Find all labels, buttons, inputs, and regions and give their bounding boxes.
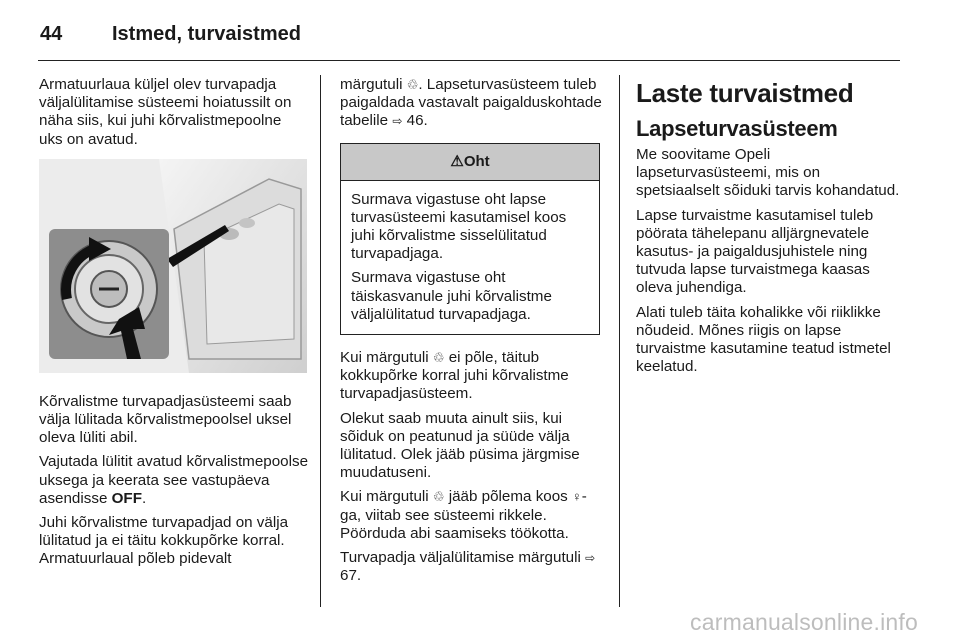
- text: -ga, viitab see süsteemi rikkele. Pöörduda abi saamiseks töökotta.: [340, 488, 587, 542]
- header-rule: [38, 60, 900, 61]
- warning-title: Oht: [463, 152, 490, 170]
- text: ei põle, täitub kokkupõrke korral juhi kõrvalistme turvapadjasüsteem.: [340, 349, 569, 403]
- text: 67.: [340, 567, 362, 585]
- text: .: [141, 489, 147, 507]
- warning-text: Surmava vigastuse oht täiskasvanule juhi kõrvalistme väljalülitatud turvapadjaga.: [351, 269, 552, 323]
- column-divider: [619, 75, 620, 607]
- paragraph: [39, 453, 309, 508]
- text: . Lapseturvasüsteem tuleb paigaldada vastavalt paigalduskohtade tabelile: [340, 76, 602, 130]
- page-header: [40, 14, 301, 54]
- paragraph: Armatuurlaua küljel olev turvapadja väljalülitamise süsteemi hoiatussilt on näha siis, kui juhi kõrvalistmepoolne uks on avatud.: [39, 76, 292, 148]
- paragraph: Juhi kõrvalistme turvapadjad on välja lülitatud ja ei täitu kokkupõrke korral. Armatuurlaual põleb pidevalt: [39, 514, 289, 568]
- paragraph: Alati tuleb täita kohalikke või riiklikke nõudeid. Mõnes riigis on lapse turvaistme kasutamine teatud istmetel keelatud.: [636, 303, 891, 376]
- column-1: [39, 76, 309, 575]
- paragraph: [340, 76, 602, 131]
- subsection-heading: Lapseturvasüsteem: [636, 116, 838, 141]
- warning-triangle-icon: ⚠: [450, 152, 464, 170]
- text: Turvapadja väljalülitamise märgutuli: [340, 549, 586, 567]
- paragraph: [340, 488, 602, 543]
- warning-box: [340, 143, 600, 335]
- text: Kui märgutuli: [340, 349, 433, 367]
- airbag-off-icon: ♲: [432, 489, 445, 505]
- paragraph: [340, 349, 602, 404]
- text: jääb põlema koos: [444, 488, 573, 506]
- airbag-off-icon: ♲: [406, 77, 419, 92]
- airbag-off-icon: ♲: [432, 350, 445, 366]
- paragraph: Me soovitame Opeli lapseturvasüsteemi, mis on spetsiaalselt sõiduki tarvis kohandatud.: [636, 146, 900, 200]
- watermark: carmanualsonline.info: [690, 609, 918, 635]
- door-switch-illustration: [39, 159, 307, 373]
- arrow-ref-icon: ⇨: [585, 551, 596, 566]
- column-2: [340, 76, 602, 591]
- text: Kui märgutuli: [340, 488, 433, 506]
- warning-text: Surmava vigastuse oht lapse turvasüsteemi kasutamisel koos juhi kõrvalistme sisselülitatud turvapadjaga.: [351, 190, 567, 263]
- paragraph: Kõrvalistme turvapadjasüsteemi saab välja lülitada kõrvalistmepoolsel uksel oleva lüliti abil.: [39, 392, 292, 447]
- column-3: [636, 76, 902, 382]
- column-divider: [320, 75, 321, 607]
- seatbelt-icon: ♀: [572, 489, 582, 505]
- paragraph: Lapse turvaistme kasutamisel tuleb pöörata tähelepanu alljärgnevatele kasutus- ja paigaldusjuhistele ning tutvuda lapse turvaistmega kaasas oleva juhendiga.: [636, 206, 874, 297]
- arrow-ref-icon: ⇨: [392, 114, 403, 129]
- text: Vajutada lülitit avatud kõrvalistmepoolse uksega ja keerata see vastupäeva asendisse: [39, 453, 309, 507]
- paragraph: Olekut saab muuta ainult siis, kui sõiduk on peatunud ja süüde välja lülitatud. Olek jääb püsima järgmise muudatuseni.: [340, 409, 580, 482]
- section-heading: Laste turvaistmed: [636, 78, 854, 108]
- paragraph: [340, 549, 602, 585]
- text: 46.: [402, 112, 428, 130]
- page-number: 44: [40, 22, 63, 45]
- text: märgutuli: [340, 76, 407, 93]
- page-title: Istmed, turvaistmed: [112, 22, 301, 45]
- warning-header: [341, 144, 599, 181]
- off-label: OFF: [111, 489, 142, 507]
